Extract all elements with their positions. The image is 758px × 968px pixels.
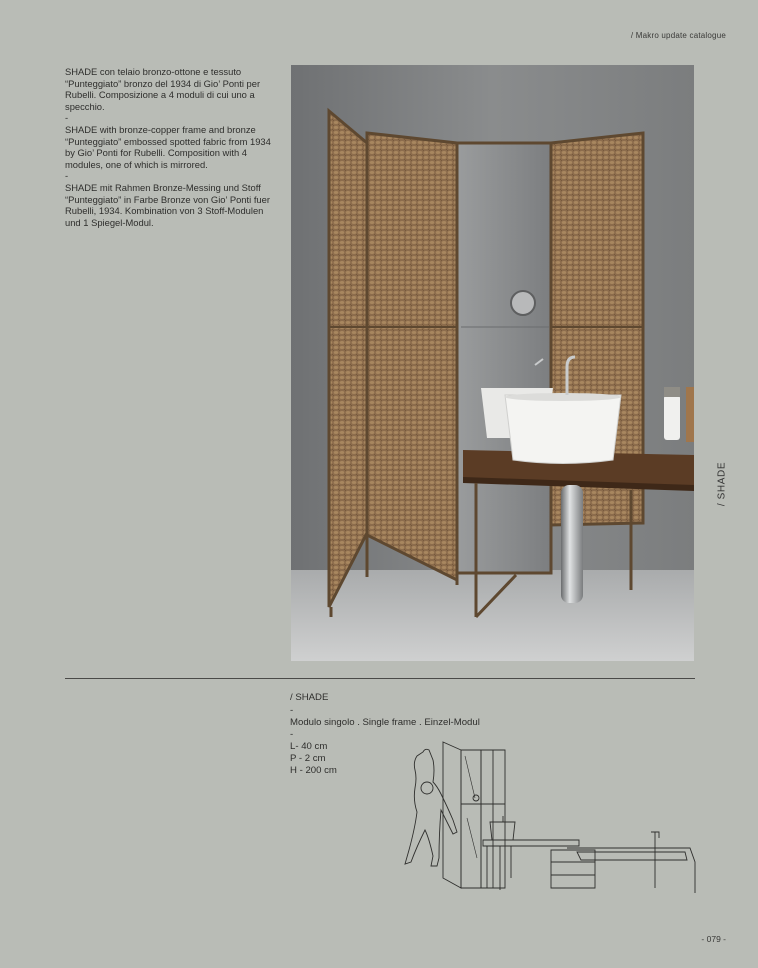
basin	[490, 822, 515, 840]
spec-module: Modulo singolo . Single frame . Einzel-Modul	[290, 717, 480, 728]
screen-panel-left	[443, 742, 461, 888]
divider-rule	[65, 678, 695, 679]
separator: -	[65, 170, 69, 182]
technical-drawing	[395, 738, 700, 893]
separator: -	[65, 112, 69, 124]
description-german: SHADE mit Rahmen Bronze-Messing und Stoff “Punteggiato” in Farbe Bronze von Gio’ Ponti fuer Rubelli, 1934. Kombination von 3 Stoff-Modulen und 1 Spiegel-Modul.	[65, 181, 270, 228]
human-figure	[405, 749, 457, 866]
bathroom-screen-photo	[291, 65, 694, 661]
screen-panel-mirror	[461, 750, 481, 888]
mirror-knob	[473, 795, 479, 801]
line-drawing-svg	[395, 738, 700, 893]
description-italian: SHADE con telaio bronzo-ottone e tessuto “Punteggiato” bronzo del 1934 di Gio’ Ponti per Rubelli. Composizione a 4 moduli di cui uno a specchio.	[65, 66, 261, 112]
catalogue-header: / Makro update catalogue	[630, 31, 726, 40]
spec-depth: P - 2 cm	[290, 753, 326, 764]
separator: -	[290, 705, 294, 716]
spec-height: H - 200 cm	[290, 765, 337, 776]
product-description	[65, 66, 280, 228]
product-photo	[291, 65, 694, 661]
spec-title: / SHADE	[290, 692, 329, 703]
bathtub	[567, 848, 695, 893]
figure-head	[421, 782, 433, 794]
shelving-unit	[551, 850, 595, 888]
counter	[483, 840, 579, 846]
spec-length: L- 40 cm	[290, 741, 328, 752]
separator: -	[290, 729, 294, 740]
section-side-label: / SHADE	[716, 461, 728, 507]
description-english: SHADE with bronze-copper frame and bronze “Punteggiato” embossed spotted fabric from 1934 by Gio’ Ponti for Rubelli. Composition with 4 modules, one of which is mirrored.	[65, 123, 271, 170]
page-number: - 079 -	[701, 934, 726, 944]
